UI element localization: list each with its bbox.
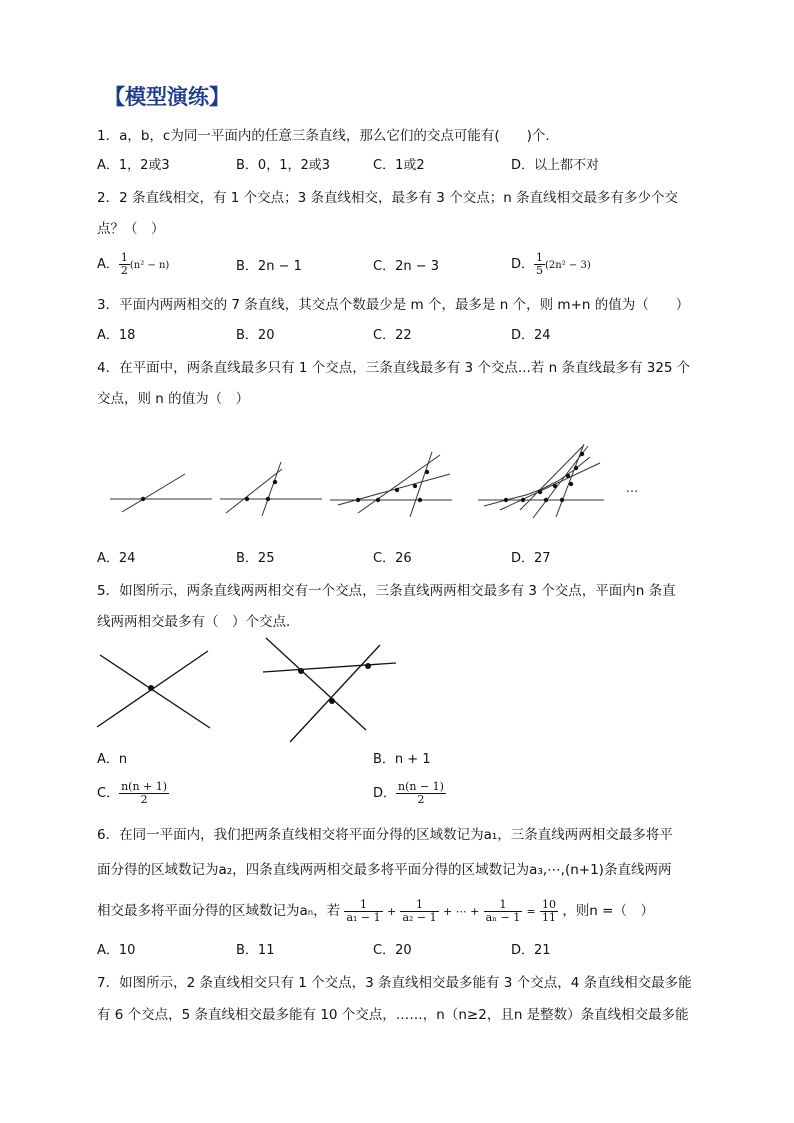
q2-stem-line1: 2．2 条直线相交，有 1 个交点；3 条直线相交，最多有 3 个交点；n 条直线相交最多有多少个交 [97, 190, 679, 206]
q3-option-c: C．22 [373, 328, 412, 343]
q3-option-a: A．18 [97, 328, 136, 343]
q6-stem-line3: 相交最多将平面分得的区域数记为aₙ，若 $\frac{1}{\text{a₁ − 1}}$ + $\frac{1}{\text{a₂ − 1}}$ + ⋯ + $\frac{1}{\text{aₙ − 1}}$ = $\frac{10}{11}$ ，则n =（ ） [97, 897, 654, 924]
q1-option-b: B．0，1，2或3 [236, 158, 331, 173]
q5-option-b: B．n + 1 [373, 752, 431, 767]
q6-option-c: C．20 [373, 943, 412, 958]
q7-stem-line1: 7．如图所示，2 条直线相交只有 1 个交点，3 条直线相交最多能有 3 个交点，4 条直线相交最多能 [97, 975, 692, 991]
q4-option-b: B．25 [236, 551, 275, 566]
q4-option-c: C．26 [373, 551, 412, 566]
q4-option-d: D．27 [511, 551, 551, 566]
q6-option-b: B．11 [236, 943, 275, 958]
q6-stem-line1: 6．在同一平面内，我们把两条直线相交将平面分得的区域数记为a₁，三条直线两两相交最多将平 [97, 827, 673, 843]
q5-option-c: C． $\frac{n(n + 1)}{2}$ [97, 780, 168, 806]
q5-stem-line2: 线两两相交最多有（ ）个交点． [97, 614, 300, 630]
q1-option-a: A．1，2或3 [97, 158, 170, 173]
q5-stem-line1: 5．如图所示，两条直线两两相交有一个交点，三条直线两两相交最多有 3 个交点，平面内n 条直 [97, 583, 676, 599]
section-title: 【模型演练】 [104, 85, 230, 109]
q4-option-a: A．24 [97, 551, 136, 566]
q2-option-b: B．2n − 1 [236, 259, 302, 274]
q4-ellipsis: … [626, 481, 638, 495]
q5-option-d: D． $\frac{n(n - 1)}{2}$ [373, 780, 444, 806]
q2-option-d: D． $\frac{1}{5}$ (2n² − 3) [511, 251, 591, 277]
q6-option-a: A．10 [97, 943, 136, 958]
q4-stem-line1: 4．在平面中，两条直线最多只有 1 个交点，三条直线最多有 3 个交点...若 n 条直线最多有 325 个 [97, 360, 691, 376]
q7-stem-line2: 有 6 个交点，5 条直线相交最多能有 10 个交点，……，n（n≥2，且n 是整数）条直线相交最多能 [97, 1007, 689, 1023]
q6-option-d: D．21 [511, 943, 551, 958]
q1-option-c: C．1或2 [373, 158, 425, 173]
q4-stem-line2: 交点，则 n 的值为（ ） [97, 391, 250, 407]
q1-option-d: D．以上都不对 [511, 158, 600, 173]
q2-option-c: C．2n − 3 [373, 259, 440, 274]
q1-stem: 1．a，b，c为同一平面内的任意三条直线，那么它们的交点可能有( )个． [97, 128, 559, 144]
q3-option-b: B．20 [236, 328, 275, 343]
q2-option-a: A． $\frac{1}{2}$ (n² − n) [97, 251, 170, 277]
q3-stem: 3．平面内两两相交的 7 条直线，其交点个数最少是 m 个，最多是 n 个，则 m+n 的值为（ ） [97, 297, 690, 313]
q6-stem-line2: 面分得的区域数记为a₂，四条直线两两相交最多将平面分得的区域数记为a₃,⋯,(n+1)条直线两两 [97, 862, 672, 878]
q3-option-d: D．24 [511, 328, 551, 343]
q5-option-a: A．n [97, 752, 128, 767]
q2-stem-line2: 点？（ ） [97, 221, 165, 237]
